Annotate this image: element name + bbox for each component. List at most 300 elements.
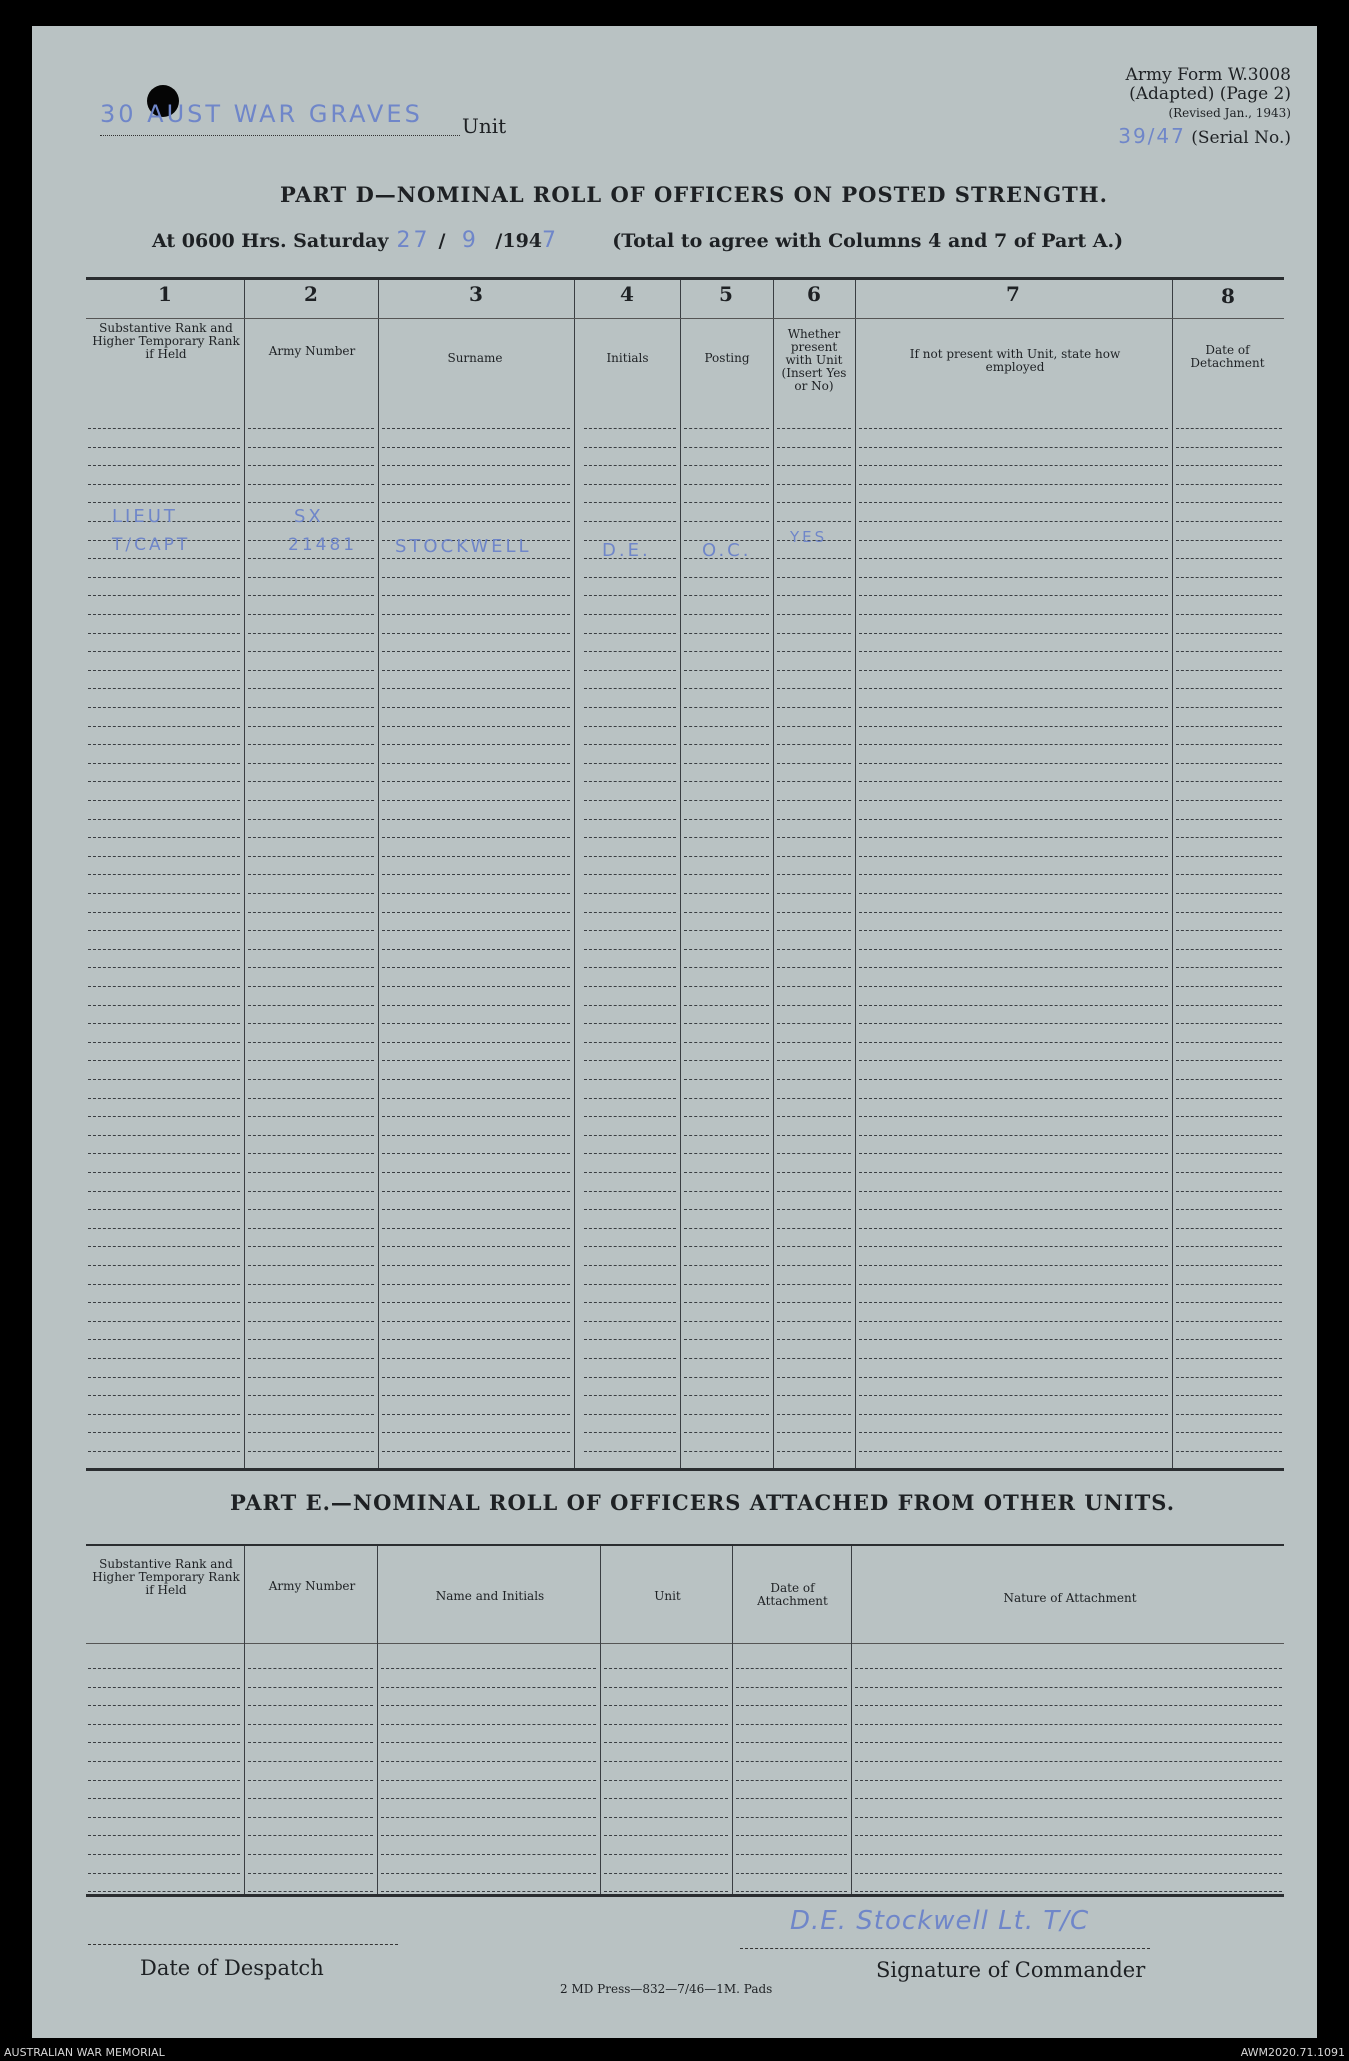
ruled-line: [604, 1817, 728, 1818]
part-e-title: PART E.—NOMINAL ROLL OF OFFICERS ATTACHED FROM OTHER UNITS.: [230, 1490, 1176, 1515]
ruled-line: [584, 1432, 676, 1433]
ruled-line: [604, 1798, 728, 1799]
ruled-line: [584, 1339, 676, 1340]
ruled-line: [584, 986, 676, 987]
ruled-line: [248, 707, 374, 708]
ruled-line: [88, 1265, 240, 1266]
ruled-line: [248, 502, 374, 503]
ruled-line: [859, 1023, 1168, 1024]
ruled-line: [88, 428, 240, 429]
ruled-line: [88, 1687, 240, 1688]
ruled-line: [381, 1687, 596, 1688]
ruled-line: [382, 837, 570, 838]
ruled-line: [382, 651, 570, 652]
ruled-line: [88, 1668, 240, 1669]
ruled-line: [777, 558, 851, 559]
ruled-line: [88, 1079, 240, 1080]
ruled-line: [248, 893, 374, 894]
ruled-line: [777, 800, 851, 801]
ruled-line: [604, 1687, 728, 1688]
date-year-printed: 194: [502, 230, 543, 252]
form-number: Army Form W.3008: [1125, 65, 1291, 85]
ruled-line: [382, 1172, 570, 1173]
ruled-line: [248, 1432, 374, 1433]
ruled-line: [584, 967, 676, 968]
ruled-line: [684, 856, 769, 857]
ruled-line: [381, 1742, 596, 1743]
ruled-line: [684, 465, 769, 466]
ruled-line: [584, 930, 676, 931]
ruled-line: [859, 986, 1168, 987]
ruled-line: [684, 744, 769, 745]
ruled-line: [855, 1891, 1282, 1892]
ruled-line: [381, 1668, 596, 1669]
ruled-line: [684, 1060, 769, 1061]
ruled-line: [88, 781, 240, 782]
col-divider: [1172, 280, 1173, 1468]
ruled-line: [248, 837, 374, 838]
ruled-line: [248, 763, 374, 764]
ruled-line: [859, 1246, 1168, 1247]
ruled-line: [88, 465, 240, 466]
ruled-line: [859, 1321, 1168, 1322]
part-d-bottom-rule: [86, 1468, 1284, 1471]
ruled-line: [88, 1835, 240, 1836]
col-divider: [600, 1546, 601, 1894]
ruled-line: [248, 1191, 374, 1192]
ruled-line: [248, 1377, 374, 1378]
despatch-line: [88, 1944, 398, 1945]
ruled-line: [1176, 1079, 1282, 1080]
e-col-header-rank: Substantive Rank and Higher Temporary Rank if Held: [92, 1557, 240, 1597]
ruled-line: [684, 1339, 769, 1340]
ruled-line: [859, 949, 1168, 950]
ruled-line: [777, 1414, 851, 1415]
unit-handwritten: 30 AUST WAR GRAVES: [100, 100, 423, 128]
ruled-line: [381, 1724, 596, 1725]
ruled-line: [777, 1172, 851, 1173]
ruled-line: [382, 1135, 570, 1136]
ruled-line: [382, 1191, 570, 1192]
ruled-line: [859, 1209, 1168, 1210]
ruled-line: [684, 1172, 769, 1173]
ruled-line: [584, 447, 676, 448]
ruled-line: [859, 521, 1168, 522]
ruled-line: [859, 447, 1168, 448]
ruled-line: [777, 614, 851, 615]
part-e-header-rule: [86, 1643, 1284, 1644]
ruled-line: [248, 1780, 373, 1781]
ruled-line: [584, 670, 676, 671]
ruled-line: [684, 1116, 769, 1117]
ruled-line: [684, 1191, 769, 1192]
ruled-line: [736, 1873, 847, 1874]
ruled-line: [88, 1172, 240, 1173]
ruled-line: [248, 1098, 374, 1099]
ruled-line: [382, 614, 570, 615]
ruled-line: [684, 428, 769, 429]
ruled-line: [777, 1339, 851, 1340]
ruled-line: [248, 967, 374, 968]
ruled-line: [777, 1042, 851, 1043]
signature-label: Signature of Commander: [876, 1958, 1146, 1982]
ruled-line: [604, 1854, 728, 1855]
col-divider: [732, 1546, 733, 1894]
ruled-line: [248, 1153, 374, 1154]
col-header-rank: Substantive Rank and Higher Temporary Rank if Held: [92, 321, 240, 361]
ruled-line: [248, 1817, 373, 1818]
ruled-line: [248, 484, 374, 485]
ruled-line: [777, 949, 851, 950]
ruled-line: [777, 1116, 851, 1117]
ruled-line: [382, 930, 570, 931]
col-number-8: 8: [1221, 284, 1235, 308]
ruled-line: [1176, 428, 1282, 429]
ruled-line: [859, 967, 1168, 968]
ruled-line: [248, 1023, 374, 1024]
ruled-line: [88, 819, 240, 820]
ruled-line: [584, 1079, 676, 1080]
ruled-line: [859, 1265, 1168, 1266]
ruled-line: [684, 781, 769, 782]
ruled-line: [1176, 447, 1282, 448]
ruled-line: [88, 1414, 240, 1415]
ruled-line: [1176, 670, 1282, 671]
ruled-line: [584, 874, 676, 875]
col-divider: [244, 280, 245, 1468]
ruled-line: [859, 1339, 1168, 1340]
ruled-line: [88, 1321, 240, 1322]
ruled-line: [584, 484, 676, 485]
ruled-line: [855, 1780, 1282, 1781]
ruled-line: [382, 633, 570, 634]
ruled-line: [777, 1451, 851, 1452]
e-col-header-attachment-date: Date of Attachment: [757, 1581, 828, 1608]
ruled-line: [777, 670, 851, 671]
ruled-line: [777, 819, 851, 820]
ruled-line: [382, 1228, 570, 1229]
ruled-line: [88, 1209, 240, 1210]
ruled-line: [859, 1358, 1168, 1359]
at-label: At 0600 Hrs. Saturday: [152, 230, 389, 252]
ruled-line: [859, 1451, 1168, 1452]
ruled-line: [382, 986, 570, 987]
ruled-line: [777, 1228, 851, 1229]
ruled-line: [382, 1395, 570, 1396]
ruled-line: [684, 1005, 769, 1006]
ruled-line: [855, 1687, 1282, 1688]
ruled-line: [1176, 1153, 1282, 1154]
ruled-line: [88, 707, 240, 708]
ruled-line: [584, 595, 676, 596]
ruled-line: [248, 1395, 374, 1396]
ruled-line: [88, 1191, 240, 1192]
ruled-line: [584, 465, 676, 466]
ruled-line: [88, 800, 240, 801]
ruled-line: [248, 1209, 374, 1210]
ruled-line: [1176, 893, 1282, 894]
ruled-line: [248, 912, 374, 913]
ruled-line: [248, 1761, 373, 1762]
ruled-line: [248, 1414, 374, 1415]
entry-rank-line1: LIEUT: [112, 506, 178, 527]
part-e-bottom-rule: [86, 1894, 1284, 1897]
ruled-line: [1176, 1302, 1282, 1303]
ruled-line: [584, 819, 676, 820]
ruled-line: [684, 484, 769, 485]
ruled-line: [859, 819, 1168, 820]
ruled-line: [777, 1135, 851, 1136]
ruled-line: [248, 856, 374, 857]
ruled-line: [604, 1742, 728, 1743]
ruled-line: [684, 1432, 769, 1433]
ruled-line: [1176, 930, 1282, 931]
ruled-line: [777, 465, 851, 466]
ruled-line: [382, 595, 570, 596]
col-header-employed: If not present with Unit, state how employed: [909, 347, 1121, 374]
ruled-line: [777, 1153, 851, 1154]
entry-initials: D.E.: [602, 540, 651, 561]
ruled-line: [777, 1246, 851, 1247]
ruled-line: [859, 781, 1168, 782]
ruled-line: [584, 726, 676, 727]
ruled-line: [382, 800, 570, 801]
ruled-line: [777, 707, 851, 708]
ruled-line: [248, 577, 374, 578]
ruled-line: [604, 1780, 728, 1781]
ruled-line: [777, 893, 851, 894]
col-divider: [851, 1546, 852, 1894]
ruled-line: [684, 1079, 769, 1080]
ruled-line: [855, 1798, 1282, 1799]
ruled-line: [1176, 1135, 1282, 1136]
ruled-line: [381, 1835, 596, 1836]
ruled-line: [1176, 540, 1282, 541]
ruled-line: [88, 1817, 240, 1818]
ruled-line: [1176, 1358, 1282, 1359]
ruled-line: [1176, 484, 1282, 485]
col-divider: [378, 280, 379, 1468]
ruled-line: [777, 986, 851, 987]
ruled-line: [381, 1798, 596, 1799]
ruled-line: [684, 502, 769, 503]
ruled-line: [381, 1705, 596, 1706]
ruled-line: [248, 1042, 374, 1043]
ruled-line: [859, 1228, 1168, 1229]
e-col-header-army-number: Army Number: [268, 1579, 356, 1593]
ruled-line: [88, 1005, 240, 1006]
ruled-line: [88, 1873, 240, 1874]
ruled-line: [88, 1358, 240, 1359]
ruled-line: [382, 1023, 570, 1024]
ruled-line: [248, 1321, 374, 1322]
ruled-line: [584, 1191, 676, 1192]
ruled-line: [684, 967, 769, 968]
ruled-line: [859, 1005, 1168, 1006]
ruled-line: [859, 614, 1168, 615]
date-year-digit: 7: [542, 228, 560, 253]
ruled-line: [584, 707, 676, 708]
ruled-line: [684, 1451, 769, 1452]
ruled-line: [584, 1451, 676, 1452]
ruled-line: [604, 1705, 728, 1706]
ruled-line: [855, 1761, 1282, 1762]
ruled-line: [859, 1414, 1168, 1415]
ruled-line: [584, 1023, 676, 1024]
ruled-line: [1176, 986, 1282, 987]
ruled-line: [248, 651, 374, 652]
ruled-line: [855, 1835, 1282, 1836]
ruled-line: [88, 1116, 240, 1117]
ruled-line: [382, 502, 570, 503]
ruled-line: [777, 1005, 851, 1006]
ruled-line: [777, 521, 851, 522]
ruled-line: [88, 651, 240, 652]
ruled-line: [684, 893, 769, 894]
ruled-line: [684, 1228, 769, 1229]
ruled-line: [584, 856, 676, 857]
ruled-line: [1176, 1265, 1282, 1266]
ruled-line: [584, 1321, 676, 1322]
ruled-line: [777, 1358, 851, 1359]
unit-dotted-line: [100, 135, 460, 136]
entry-number-line1: SX: [294, 506, 324, 527]
ruled-line: [859, 502, 1168, 503]
ruled-line: [584, 949, 676, 950]
serial-label: (Serial No.): [1191, 128, 1291, 148]
ruled-line: [584, 1098, 676, 1099]
ruled-line: [88, 1705, 240, 1706]
commander-signature: D.E. Stockwell Lt. T/C: [790, 1906, 1090, 1936]
ruled-line: [584, 1116, 676, 1117]
ruled-line: [684, 1098, 769, 1099]
ruled-line: [248, 1116, 374, 1117]
ruled-line: [382, 688, 570, 689]
ruled-line: [584, 800, 676, 801]
ruled-line: [604, 1891, 728, 1892]
ruled-line: [777, 1302, 851, 1303]
ruled-line: [248, 781, 374, 782]
ruled-line: [859, 707, 1168, 708]
ruled-line: [584, 1414, 676, 1415]
ruled-line: [88, 1246, 240, 1247]
ruled-line: [88, 930, 240, 931]
serial-line: [1118, 124, 1291, 148]
ruled-line: [88, 614, 240, 615]
ruled-line: [88, 1302, 240, 1303]
archive-reference: AWM2020.71.1091: [1240, 2046, 1345, 2059]
ruled-line: [88, 1284, 240, 1285]
ruled-line: [736, 1817, 847, 1818]
ruled-line: [1176, 1060, 1282, 1061]
ruled-line: [604, 1835, 728, 1836]
ruled-line: [604, 1668, 728, 1669]
ruled-line: [88, 856, 240, 857]
ruled-line: [248, 1302, 374, 1303]
ruled-line: [1176, 1246, 1282, 1247]
ruled-line: [1176, 651, 1282, 652]
col-number-1: 1: [158, 282, 172, 306]
ruled-line: [855, 1705, 1282, 1706]
ruled-line: [684, 577, 769, 578]
ruled-line: [88, 1228, 240, 1229]
ruled-line: [684, 633, 769, 634]
ruled-line: [859, 670, 1168, 671]
ruled-line: [855, 1724, 1282, 1725]
ruled-line: [381, 1891, 596, 1892]
ruled-line: [382, 707, 570, 708]
ruled-line: [859, 837, 1168, 838]
ruled-line: [248, 688, 374, 689]
ruled-line: [584, 912, 676, 913]
ruled-line: [382, 577, 570, 578]
ruled-line: [859, 1284, 1168, 1285]
ruled-line: [777, 1209, 851, 1210]
ruled-line: [1176, 1172, 1282, 1173]
ruled-line: [684, 1395, 769, 1396]
ruled-line: [1176, 1414, 1282, 1415]
ruled-line: [382, 1377, 570, 1378]
ruled-line: [88, 595, 240, 596]
ruled-line: [584, 1228, 676, 1229]
ruled-line: [855, 1742, 1282, 1743]
ruled-line: [1176, 1116, 1282, 1117]
total-note: (Total to agree with Columns 4 and 7 of Part A.): [612, 230, 1124, 252]
ruled-line: [859, 1302, 1168, 1303]
ruled-line: [382, 1284, 570, 1285]
ruled-line: [859, 484, 1168, 485]
ruled-line: [684, 949, 769, 950]
col-number-4: 4: [620, 282, 634, 306]
ruled-line: [382, 763, 570, 764]
ruled-line: [736, 1798, 847, 1799]
ruled-line: [1176, 1191, 1282, 1192]
ruled-line: [859, 595, 1168, 596]
ruled-line: [684, 837, 769, 838]
ruled-line: [584, 577, 676, 578]
ruled-line: [382, 447, 570, 448]
ruled-line: [584, 781, 676, 782]
ruled-line: [684, 800, 769, 801]
ruled-line: [684, 1042, 769, 1043]
ruled-line: [248, 800, 374, 801]
col-number-3: 3: [469, 282, 483, 306]
ruled-line: [584, 1005, 676, 1006]
ruled-line: [859, 1153, 1168, 1154]
ruled-line: [382, 558, 570, 559]
ruled-line: [382, 521, 570, 522]
ruled-line: [88, 1854, 240, 1855]
ruled-line: [859, 744, 1168, 745]
ruled-line: [1176, 744, 1282, 745]
e-col-header-unit: Unit: [654, 1589, 681, 1603]
ruled-line: [736, 1687, 847, 1688]
ruled-line: [859, 1079, 1168, 1080]
ruled-line: [684, 1414, 769, 1415]
ruled-line: [382, 893, 570, 894]
entry-rank-line2: T/CAPT: [112, 535, 191, 555]
ruled-line: [859, 1060, 1168, 1061]
ruled-line: [88, 967, 240, 968]
ruled-line: [777, 502, 851, 503]
ruled-line: [381, 1780, 596, 1781]
ruled-line: [382, 1265, 570, 1266]
ruled-line: [736, 1742, 847, 1743]
ruled-line: [88, 1891, 240, 1892]
ruled-line: [382, 949, 570, 950]
ruled-line: [777, 874, 851, 875]
ruled-line: [584, 1172, 676, 1173]
